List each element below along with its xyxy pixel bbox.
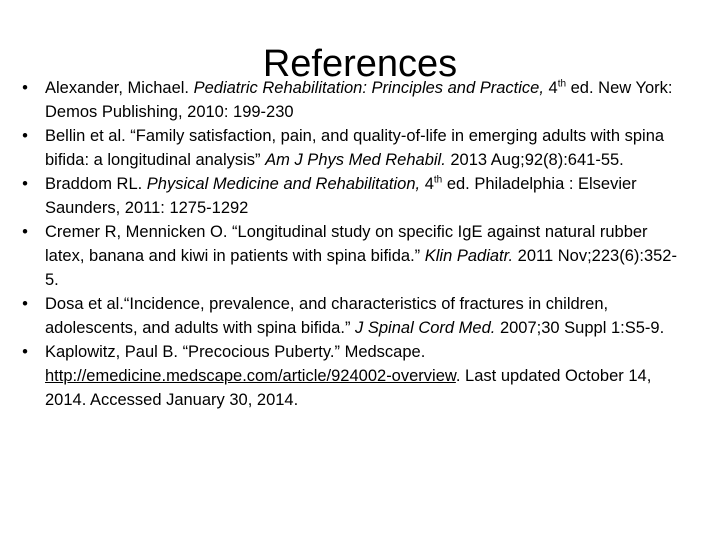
reference-item-kaplowitz [22,340,685,412]
reference-item-alexander [22,76,685,124]
reference-text: . Last updated October 14, 2014. Accessed January 30, 2014. [45,367,652,409]
reference-text: ed. Philadelphia : Elsevier Saunders, 2011: 1275-1292 [45,175,637,217]
reference-text: 4 [543,79,558,97]
reference-text: 4 [420,175,434,193]
reference-text: Cremer R, Mennicken O. “Longitudinal study on specific IgE against natural rubber latex, banana and kiwi in patients with spina bifida.” [45,223,648,265]
reference-text: 2013 Aug;92(8):641-55. [445,151,624,169]
reference-item-bellin [22,124,685,172]
reference-text: 2007;30 Suppl 1:S5-9. [495,319,665,337]
reference-list [22,76,685,412]
reference-text: Kaplowitz, Paul B. “Precocious Puberty.” Medscape. [45,343,426,361]
bullet-icon: • [22,295,28,313]
reference-title: Physical Medicine and Rehabilitation, [146,175,421,193]
reference-journal: Am J Phys Med Rehabil. [265,151,446,169]
bullet-icon: • [22,79,28,97]
reference-journal: Klin Padiatr. [424,247,514,265]
reference-title: Pediatric Rehabilitation: Principles and Practice, [193,79,544,97]
bullet-icon: • [22,175,28,193]
reference-text: Alexander, Michael. [45,79,194,97]
reference-text: 2011 Nov;223(6):352-5. [45,247,677,289]
ordinal-suffix: th [433,174,443,186]
reference-item-dosa [22,292,685,340]
bullet-icon: • [22,223,28,241]
bullet-icon: • [22,127,28,145]
reference-item-cremer [22,220,685,292]
ordinal-suffix: th [557,78,567,90]
reference-journal: J Spinal Cord Med. [355,319,496,337]
medscape-link[interactable]: http://emedicine.medscape.com/article/924002-overview [45,367,456,385]
reference-text: Dosa et al.“Incidence, prevalence, and characteristics of fractures in children, adolescents, and adults with spina bifida.” [45,295,609,337]
reference-text: Bellin et al. “Family satisfaction, pain, and quality-of-life in emerging adults with spina bifida: a longitudinal analysis” [45,127,665,169]
reference-text: ed. New York: Demos Publishing, 2010: 199-230 [45,79,673,121]
reference-text: Braddom RL. [45,175,147,193]
bullet-icon: • [22,343,28,361]
reference-item-braddom [22,172,685,220]
page-title: References [262,43,458,86]
